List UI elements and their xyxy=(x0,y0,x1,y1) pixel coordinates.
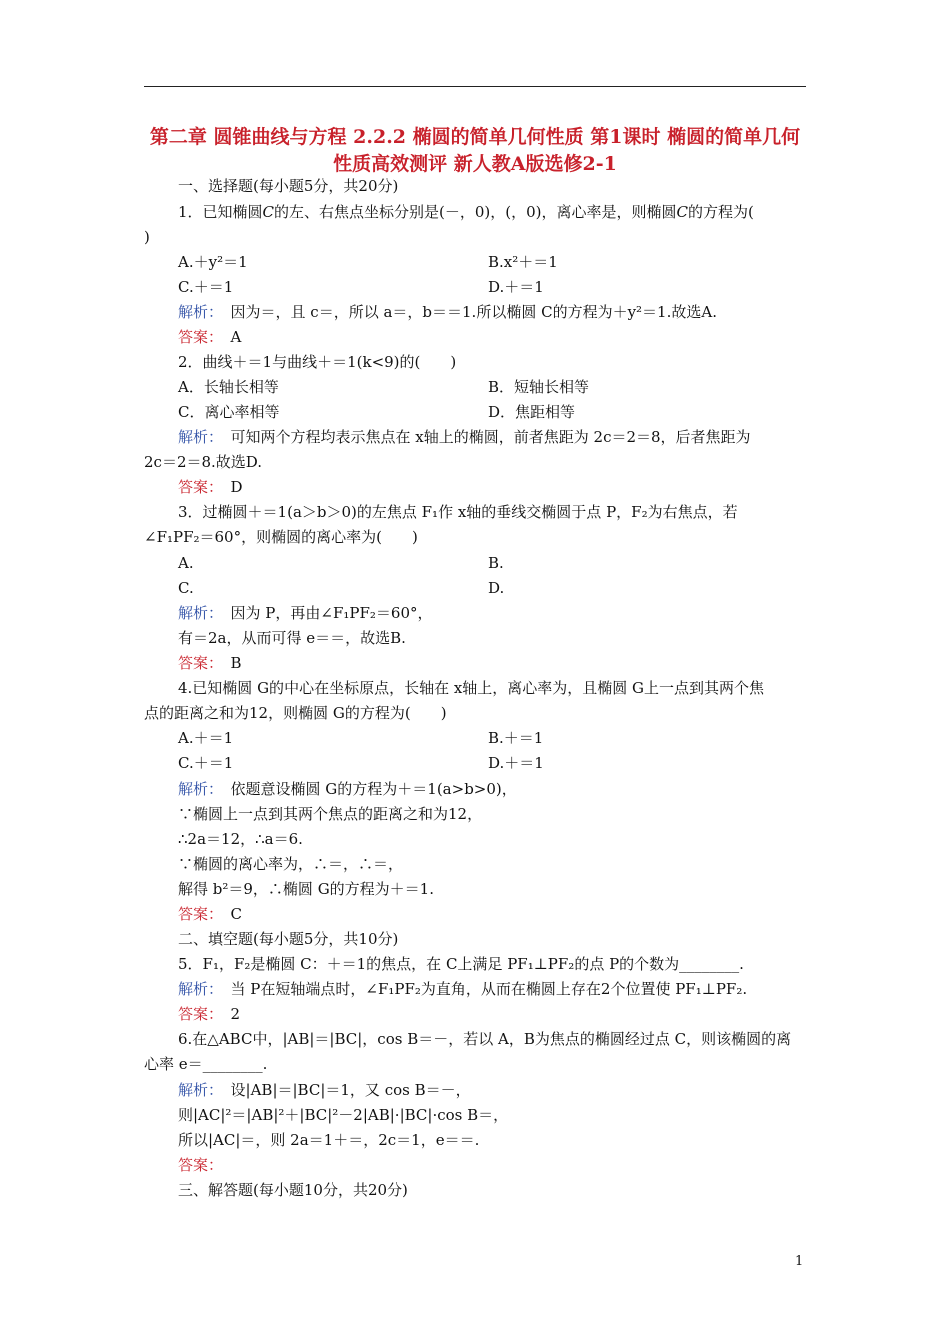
q4-solution-line-3: ∴2a＝12，∴a＝6. xyxy=(178,830,303,848)
question-4-stem: 4.已知椭圆 G的中心在坐标原点，长轴在 x轴上，离心率为，且椭圆 G上一点到其两个焦 xyxy=(178,679,765,697)
section-heading-3: 三、解答题(每小题10分，共20分) xyxy=(178,1181,408,1199)
question-6-stem: 6.在△ABC中，|AB|＝|BC|，cos B＝－，若以 A，B为焦点的椭圆经过点 C，则该椭圆的离 xyxy=(178,1030,792,1048)
q4-solution-line-5: 解得 b²＝9，∴椭圆 G的方程为＋＝1. xyxy=(178,880,434,898)
header-rule xyxy=(144,86,806,87)
question-4-stem-cont: 点的距离之和为12，则椭圆 G的方程为( ) xyxy=(144,704,447,722)
question-2-stem: 2．曲线＋＝1与曲线＋＝1(k<9)的( ) xyxy=(178,353,457,371)
q4-option-a: A.＋＝1 xyxy=(178,729,234,747)
q5-solution: 解析： 当 P在短轴端点时，∠F₁PF₂为直角，从而在椭圆上存在2个位置使 PF₁⊥PF₂. xyxy=(178,980,748,998)
question-6-stem-cont: 心率 e＝________. xyxy=(144,1055,268,1073)
q2-option-a: A．长轴长相等 xyxy=(178,378,279,396)
question-3-stem: 3．过椭圆＋＝1(a＞b＞0)的左焦点 F₁作 x轴的垂线交椭圆于点 P，F₂为右焦点，若 xyxy=(178,503,738,521)
q3-solution: 解析： 因为 P，再由∠F₁PF₂＝60°， xyxy=(178,604,433,622)
q1-option-d: D.＋＝1 xyxy=(488,278,544,296)
q1-option-c: C.＋＝1 xyxy=(178,278,234,296)
q2-option-b: B．短轴长相等 xyxy=(488,378,590,396)
question-1-stem-end: ) xyxy=(144,228,150,246)
q6-solution: 解析： 设|AB|＝|BC|＝1，又 cos B＝－， xyxy=(178,1081,471,1099)
q1-solution: 解析： 因为＝，且 c＝，所以 a＝，b＝＝1.所以椭圆 C的方程为＋y²＝1.故选A. xyxy=(178,303,717,321)
q4-solution: 解析： 依题意设椭圆 G的方程为＋＝1(a>b>0)， xyxy=(178,780,517,798)
question-1-stem: 1．已知椭圆C的左、右焦点坐标分别是(－，0)，(，0)，离心率是，则椭圆C的方程为( xyxy=(178,203,754,221)
q3-answer: 答案： B xyxy=(178,654,242,672)
q4-solution-line-4: ∵椭圆的离心率为，∴＝，∴＝， xyxy=(178,855,404,873)
q4-answer: 答案： C xyxy=(178,905,243,923)
question-3-stem-cont: ∠F₁PF₂＝60°，则椭圆的离心率为( ) xyxy=(144,528,418,546)
q2-solution: 解析： 可知两个方程均表示焦点在 x轴上的椭圆，前者焦距为 2c＝2＝8，后者焦距为 xyxy=(178,428,751,446)
q1-answer: 答案： A xyxy=(178,328,242,346)
q2-option-c: C．离心率相等 xyxy=(178,403,280,421)
q3-option-a: A. xyxy=(178,554,194,572)
answer-label: 答案： xyxy=(178,328,216,346)
q2-solution-cont: 2c＝2＝8.故选D. xyxy=(144,453,263,471)
q6-solution-line-3: 所以|AC|＝，则 2a＝1＋＝，2c＝1，e＝＝. xyxy=(178,1131,480,1149)
document-title: 第二章 圆锥曲线与方程 2.2.2 椭圆的简单几何性质 第1课时 椭圆的简单几何性质高效测评 新人教A版选修2-1 xyxy=(149,126,801,175)
q2-answer: 答案： D xyxy=(178,478,243,496)
question-5-stem: 5．F₁，F₂是椭圆 C：＋＝1的焦点，在 C上满足 PF₁⊥PF₂的点 P的个数为________. xyxy=(178,955,744,973)
q1-option-a: A.＋y²＝1 xyxy=(178,253,248,271)
q4-option-d: D.＋＝1 xyxy=(488,754,544,772)
section-heading: 一、选择题(每小题5分，共20分) xyxy=(178,177,399,195)
q4-option-c: C.＋＝1 xyxy=(178,754,234,772)
q2-option-d: D．焦距相等 xyxy=(488,403,576,421)
solution-label: 解析： xyxy=(178,303,216,321)
q6-solution-line-2: 则|AC|²＝|AB|²＋|BC|²－2|AB|·|BC|·cos B＝， xyxy=(178,1106,509,1124)
q3-solution-cont: 有＝2a，从而可得 e＝＝，故选B. xyxy=(178,629,406,647)
section-heading-2: 二、填空题(每小题5分，共10分) xyxy=(178,930,399,948)
q3-option-c: C. xyxy=(178,579,194,597)
q1-option-b: B.x²＋＝1 xyxy=(488,253,558,271)
q3-option-d: D. xyxy=(488,579,505,597)
q4-option-b: B.＋＝1 xyxy=(488,729,544,747)
q6-answer: 答案： xyxy=(178,1156,224,1174)
q4-solution-line-2: ∵椭圆上一点到其两个焦点的距离之和为12， xyxy=(178,805,483,823)
page-number: 1 xyxy=(795,1254,804,1269)
q5-answer: 答案： 2 xyxy=(178,1005,241,1023)
q3-option-b: B. xyxy=(488,554,504,572)
